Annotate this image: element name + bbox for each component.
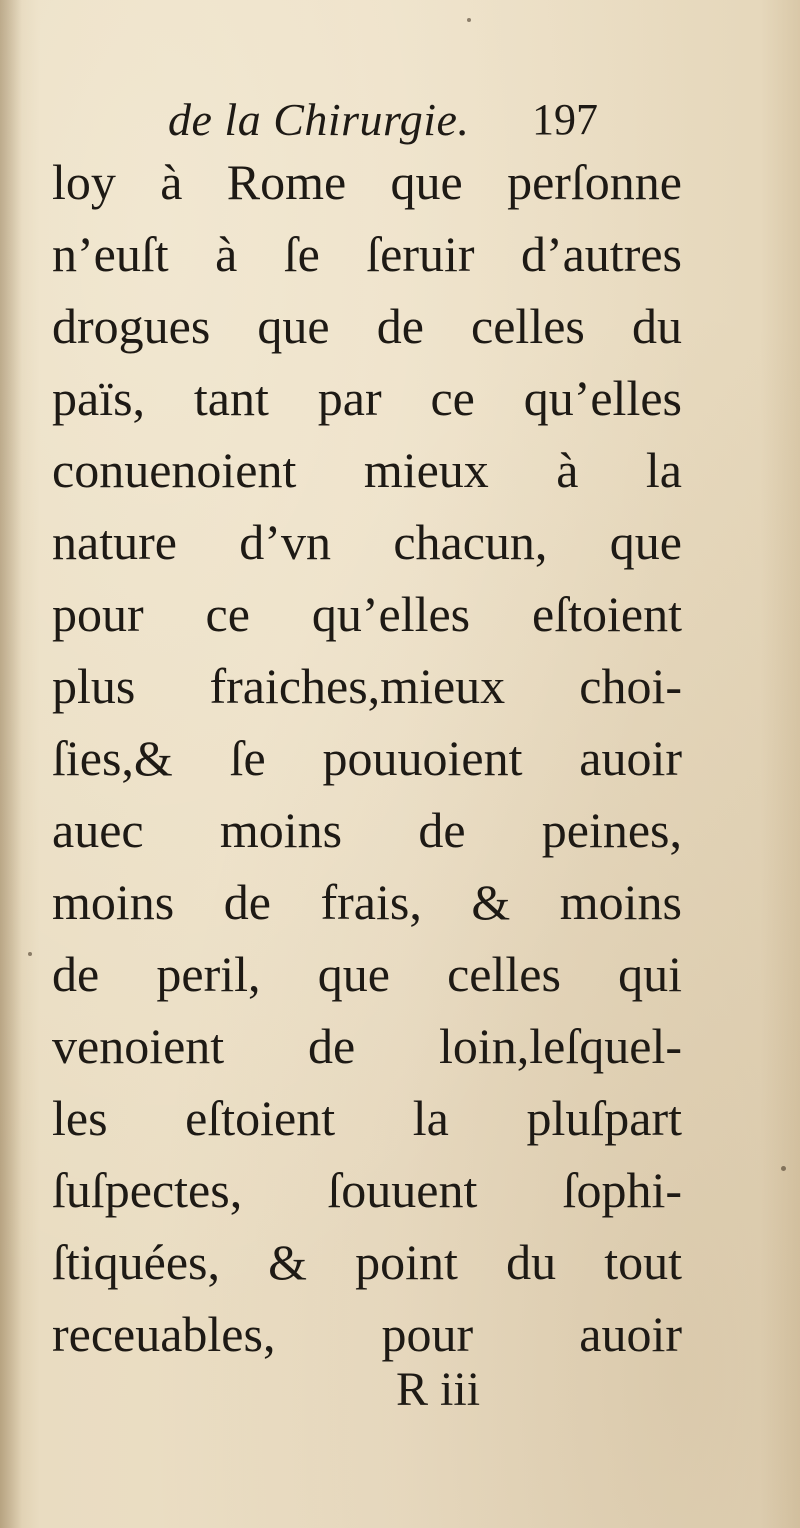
text-line: ſtiquées, & point du tout bbox=[52, 1234, 682, 1290]
page-header bbox=[168, 92, 668, 152]
binding-gutter-shadow bbox=[0, 0, 22, 1528]
text-line: ſuſpectes, ſouuent ſophi- bbox=[52, 1162, 682, 1218]
text-line: loy à Rome que perſonne bbox=[52, 154, 682, 210]
text-line: n’euſt à ſe ſeruir d’autres bbox=[52, 226, 682, 282]
text-line: pour ce qu’elles eſtoient bbox=[52, 586, 682, 642]
text-line: conuenoient mieux à la bbox=[52, 442, 682, 498]
text-line: plus fraiches,mieux choi- bbox=[52, 658, 682, 714]
text-line: de peril, que celles qui bbox=[52, 946, 682, 1002]
text-line: venoient de loin,leſquel- bbox=[52, 1018, 682, 1074]
text-line: les eſtoient la pluſpart bbox=[52, 1090, 682, 1146]
text-line: drogues que de celles du bbox=[52, 298, 682, 354]
text-line: receuables, pour auoir bbox=[52, 1306, 682, 1362]
text-line: nature d’vn chacun, que bbox=[52, 514, 682, 570]
paper-speck bbox=[467, 18, 471, 22]
page-number: 197 bbox=[532, 95, 598, 144]
text-line: ſies,& ſe pouuoient auoir bbox=[52, 730, 682, 786]
text-line: moins de frais, & moins bbox=[52, 874, 682, 930]
running-title: de la Chirurgie. bbox=[168, 94, 470, 145]
paper-speck bbox=[781, 1166, 786, 1171]
text-line: auec moins de peines, bbox=[52, 802, 682, 858]
text-line: païs, tant par ce qu’elles bbox=[52, 370, 682, 426]
paper-speck bbox=[28, 952, 32, 956]
signature-mark: R iii bbox=[396, 1363, 481, 1416]
